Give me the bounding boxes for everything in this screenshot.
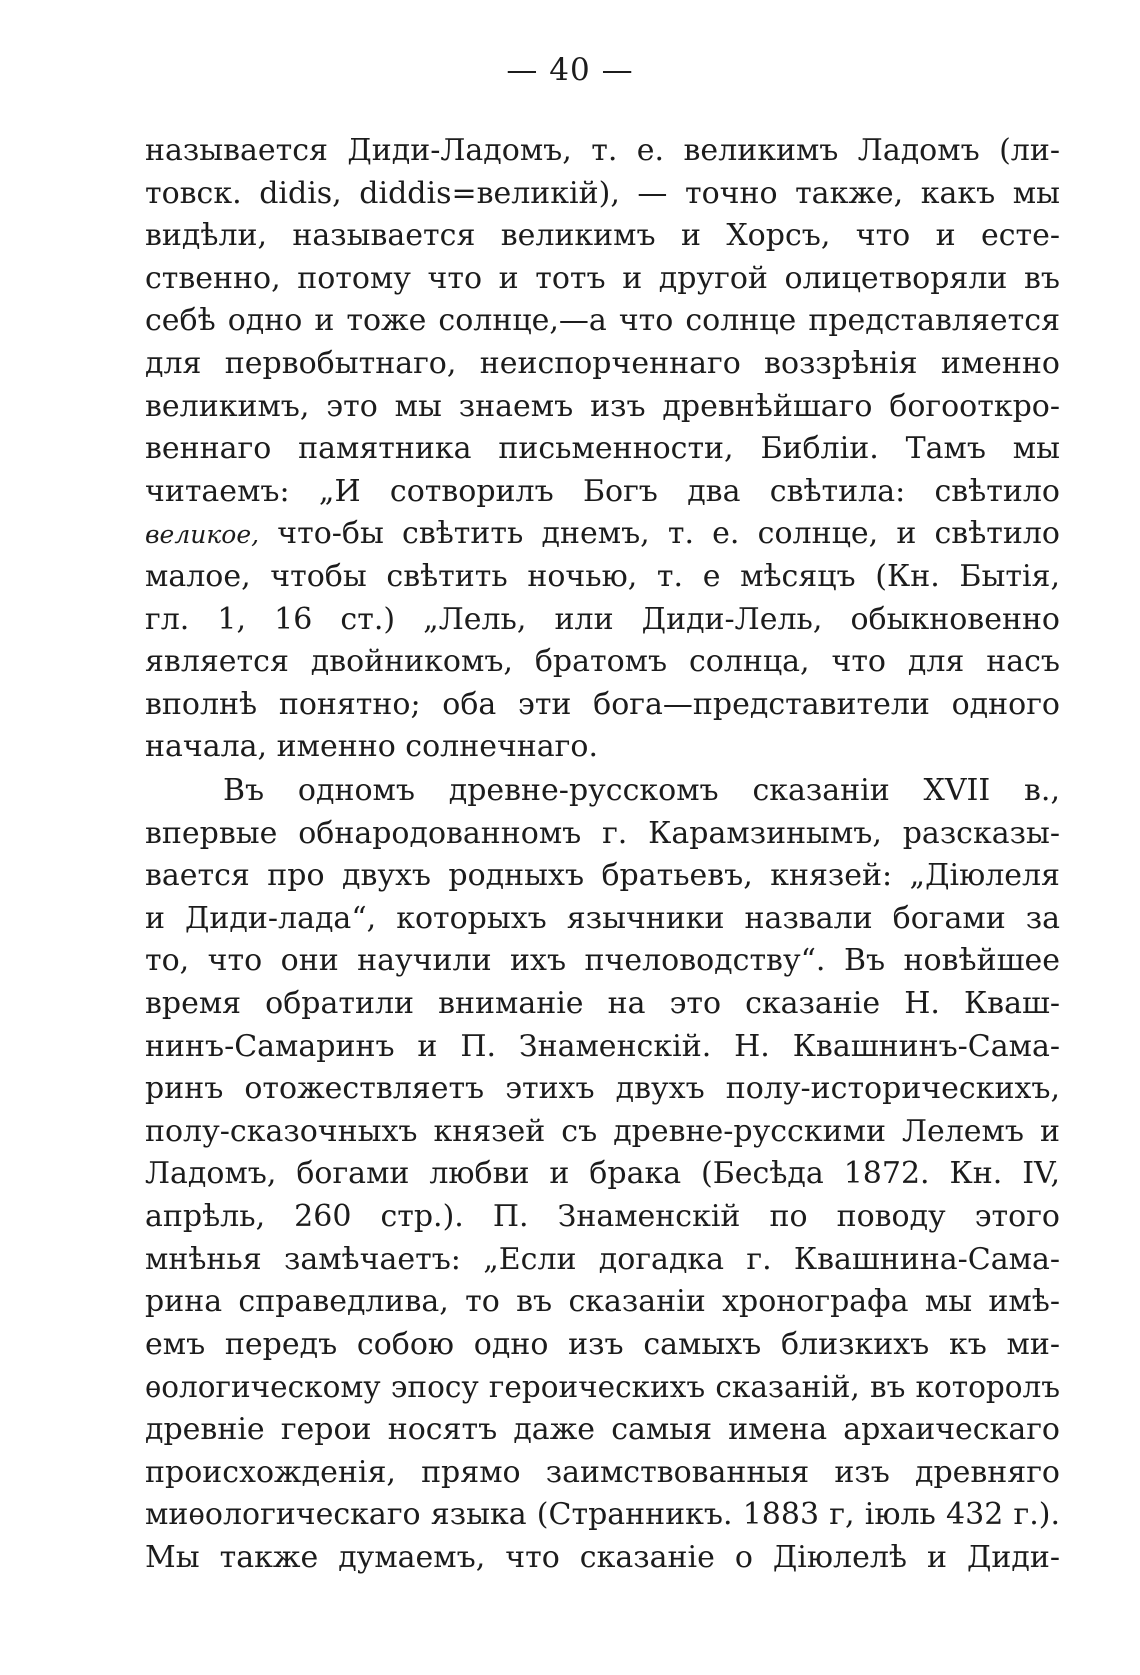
text-line: впервые обнародованномъ г. Карамзинымъ, разсказы- — [145, 815, 1060, 851]
text-line: емъ передъ собою одно изъ самыхъ близкихъ къ ми- — [145, 1326, 1060, 1362]
text-line: ственно, потому что и тотъ и другой олицетворяли въ — [145, 260, 1060, 296]
text-line: происхожденія, прямо заимствованныя изъ древняго — [145, 1454, 1060, 1490]
text-line: апрѣль, 260 стр.). П. Знаменскій по поводу этого — [145, 1198, 1060, 1234]
text-line: нинъ-Самаринъ и П. Знаменскій. Н. Квашнинъ-Сама- — [145, 1028, 1060, 1064]
text-line: Въ одномъ древне-русскомъ сказаніи XVII в., — [223, 773, 1060, 808]
text-line: Ладомъ, богами любви и брака (Бесѣда 1872. Кн. IV, — [145, 1156, 1060, 1192]
text-line: вполнѣ понятно; оба эти бога—представители одного — [145, 686, 1060, 722]
text-line: время обратили вниманіе на это сказаніе Н. Кваш- — [145, 985, 1060, 1021]
text-line: себѣ одно и тоже солнце,—а что солнце представляется — [145, 303, 1060, 339]
text-line: то, что они научили ихъ пчеловодству“. Въ новѣйшее — [145, 943, 1060, 979]
text-line: древніе герои носятъ даже самыя имена архаическаго — [145, 1411, 1060, 1447]
paragraph-1 — [145, 130, 1060, 769]
text-line: полу-сказочныхъ князей съ древне-русскими Лелемъ и — [145, 1113, 1060, 1149]
text-line: вается про двухъ родныхъ братьевъ, князей: „Діюлеля — [145, 858, 1060, 894]
text-line: гл. 1, 16 ст.) „Лель, или Диди-Лель, обыкновенно — [145, 601, 1060, 637]
text-line: называется Диди-Ладомъ, т. е. великимъ Ладомъ (ли- — [145, 133, 1060, 168]
text-line: товск. didis, diddis=великій), — точно также, какъ мы — [145, 175, 1060, 211]
page-number: — 40 — — [506, 52, 634, 88]
text-line — [145, 513, 1060, 556]
text-line: является двойникомъ, братомъ солнца, что для насъ — [145, 644, 1060, 680]
text-line: миѳологическаго языка (Странникъ. 1883 г, іюль 432 г.). — [145, 1497, 1060, 1533]
paragraph-2 — [145, 770, 1060, 1579]
text-line: Мы также думаемъ, что сказаніе о Діюлелѣ и Диди- — [145, 1539, 1060, 1575]
text-line: ринъ отожествляетъ этихъ двухъ полу-историческихъ, — [145, 1071, 1060, 1107]
text-line: ѳологическому эпосу героическихъ сказаній, въ которолъ — [145, 1370, 1060, 1405]
text-line: для первобытнаго, неиспорченнаго воззрѣнія именно — [145, 345, 1060, 381]
text-line: начала, именно солнечнаго. — [145, 729, 598, 765]
text-fragment: что-бы свѣтить днемъ, т. е. солнце, и свѣтило — [259, 516, 1060, 552]
text-line: веннаго памятника письменности, Библіи. Тамъ мы — [145, 431, 1060, 467]
text-line: читаемъ: „И сотворилъ Богъ два свѣтила: свѣтило — [145, 473, 1060, 509]
text-line: и Диди-лада“, которыхъ язычники назвали богами за — [145, 900, 1060, 936]
text-line: видѣли, называется великимъ и Хорсъ, что и есте- — [145, 218, 1060, 254]
text-line: мнѣнья замѣчаетъ: „Если догадка г. Квашнина-Сама- — [145, 1241, 1060, 1277]
italic-word: великое, — [145, 520, 260, 550]
text-line: великимъ, это мы знаемъ изъ древнѣйшаго богооткро- — [145, 388, 1060, 424]
text-line: малое, чтобы свѣтить ночью, т. е мѣсяцъ (Кн. Бытія, — [145, 558, 1060, 594]
text-line: рина справедлива, то въ сказаніи хронографа мы имѣ- — [145, 1284, 1060, 1320]
